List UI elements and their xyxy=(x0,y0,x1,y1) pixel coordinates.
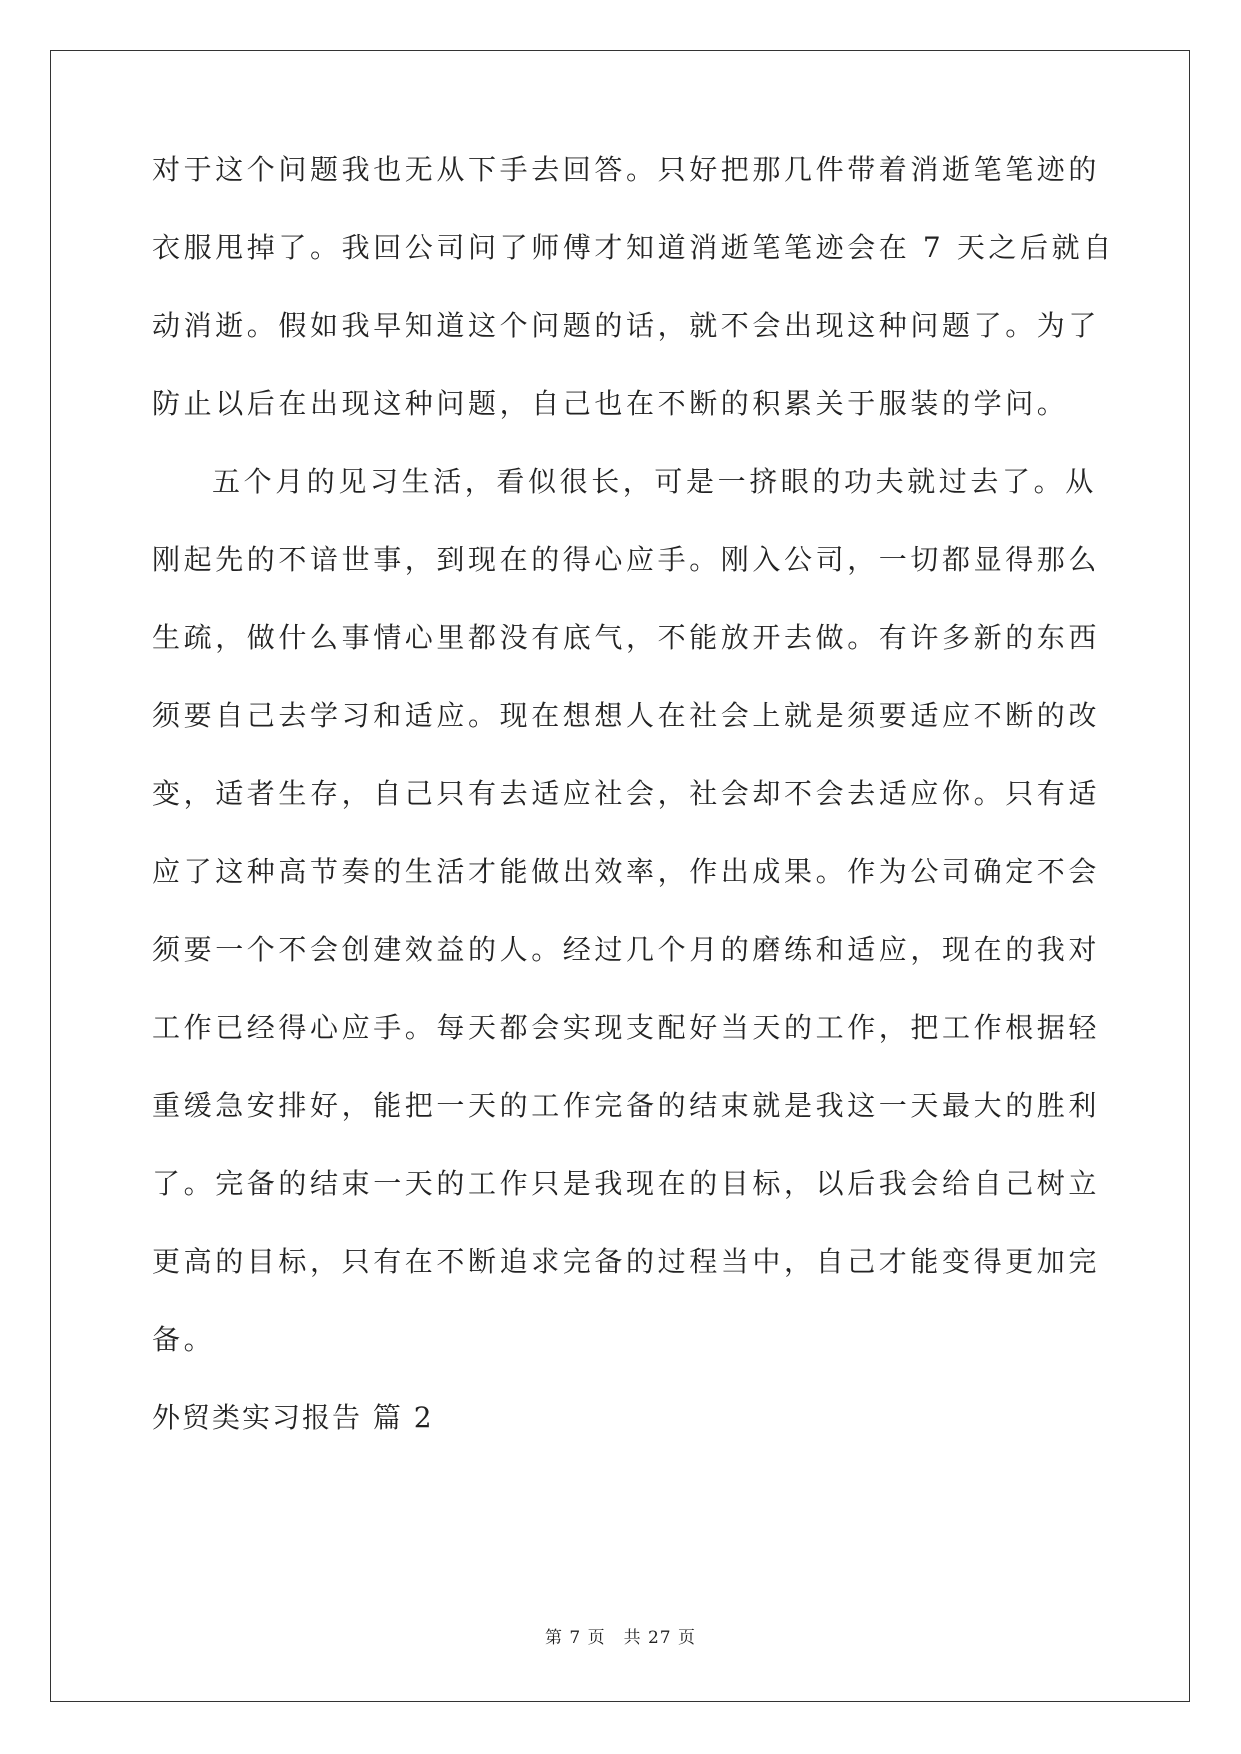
text-line: 应了这种高节奏的生活才能做出效率，作出成果。作为公司确定不会 xyxy=(152,855,1101,888)
section-heading: 外贸类实习报告 篇 2 xyxy=(152,1401,434,1434)
text-line: 五个月的见习生活，看似很长，可是一挤眼的功夫就过去了。从 xyxy=(212,465,1097,498)
text-line: 须要自己去学习和适应。现在想想人在社会上就是须要适应不断的改 xyxy=(152,699,1101,732)
text-line: 动消逝。假如我早知道这个问题的话，就不会出现这种问题了。为了 xyxy=(152,309,1101,342)
text-line: 刚起先的不谙世事，到现在的得心应手。刚入公司，一切都显得那么 xyxy=(152,543,1101,576)
text-line: 工作已经得心应手。每天都会实现支配好当天的工作，把工作根据轻 xyxy=(152,1011,1101,1044)
text-line: 衣服甩掉了。我回公司问了师傅才知道消逝笔笔迹会在 7 天之后就自 xyxy=(152,231,1115,264)
text-line: 更高的目标，只有在不断追求完备的过程当中，自己才能变得更加完 xyxy=(152,1245,1101,1278)
text-line: 防止以后在出现这种问题，自己也在不断的积累关于服装的学问。 xyxy=(152,387,1069,420)
text-line: 了。完备的结束一天的工作只是我现在的目标，以后我会给自己树立 xyxy=(152,1167,1101,1200)
text-line: 生疏，做什么事情心里都没有底气，不能放开去做。有许多新的东西 xyxy=(152,621,1101,654)
text-line: 备。 xyxy=(152,1323,216,1356)
text-line: 重缓急安排好，能把一天的工作完备的结束就是我这一天最大的胜利 xyxy=(152,1089,1101,1122)
text-line: 对于这个问题我也无从下手去回答。只好把那几件带着消逝笔笔迹的 xyxy=(152,153,1101,186)
text-line: 变，适者生存，自己只有去适应社会，社会却不会去适应你。只有适 xyxy=(152,777,1101,810)
text-line: 须要一个不会创建效益的人。经过几个月的磨练和适应，现在的我对 xyxy=(152,933,1101,966)
page-number-footer: 第 7 页 共 27 页 xyxy=(544,1628,697,1648)
